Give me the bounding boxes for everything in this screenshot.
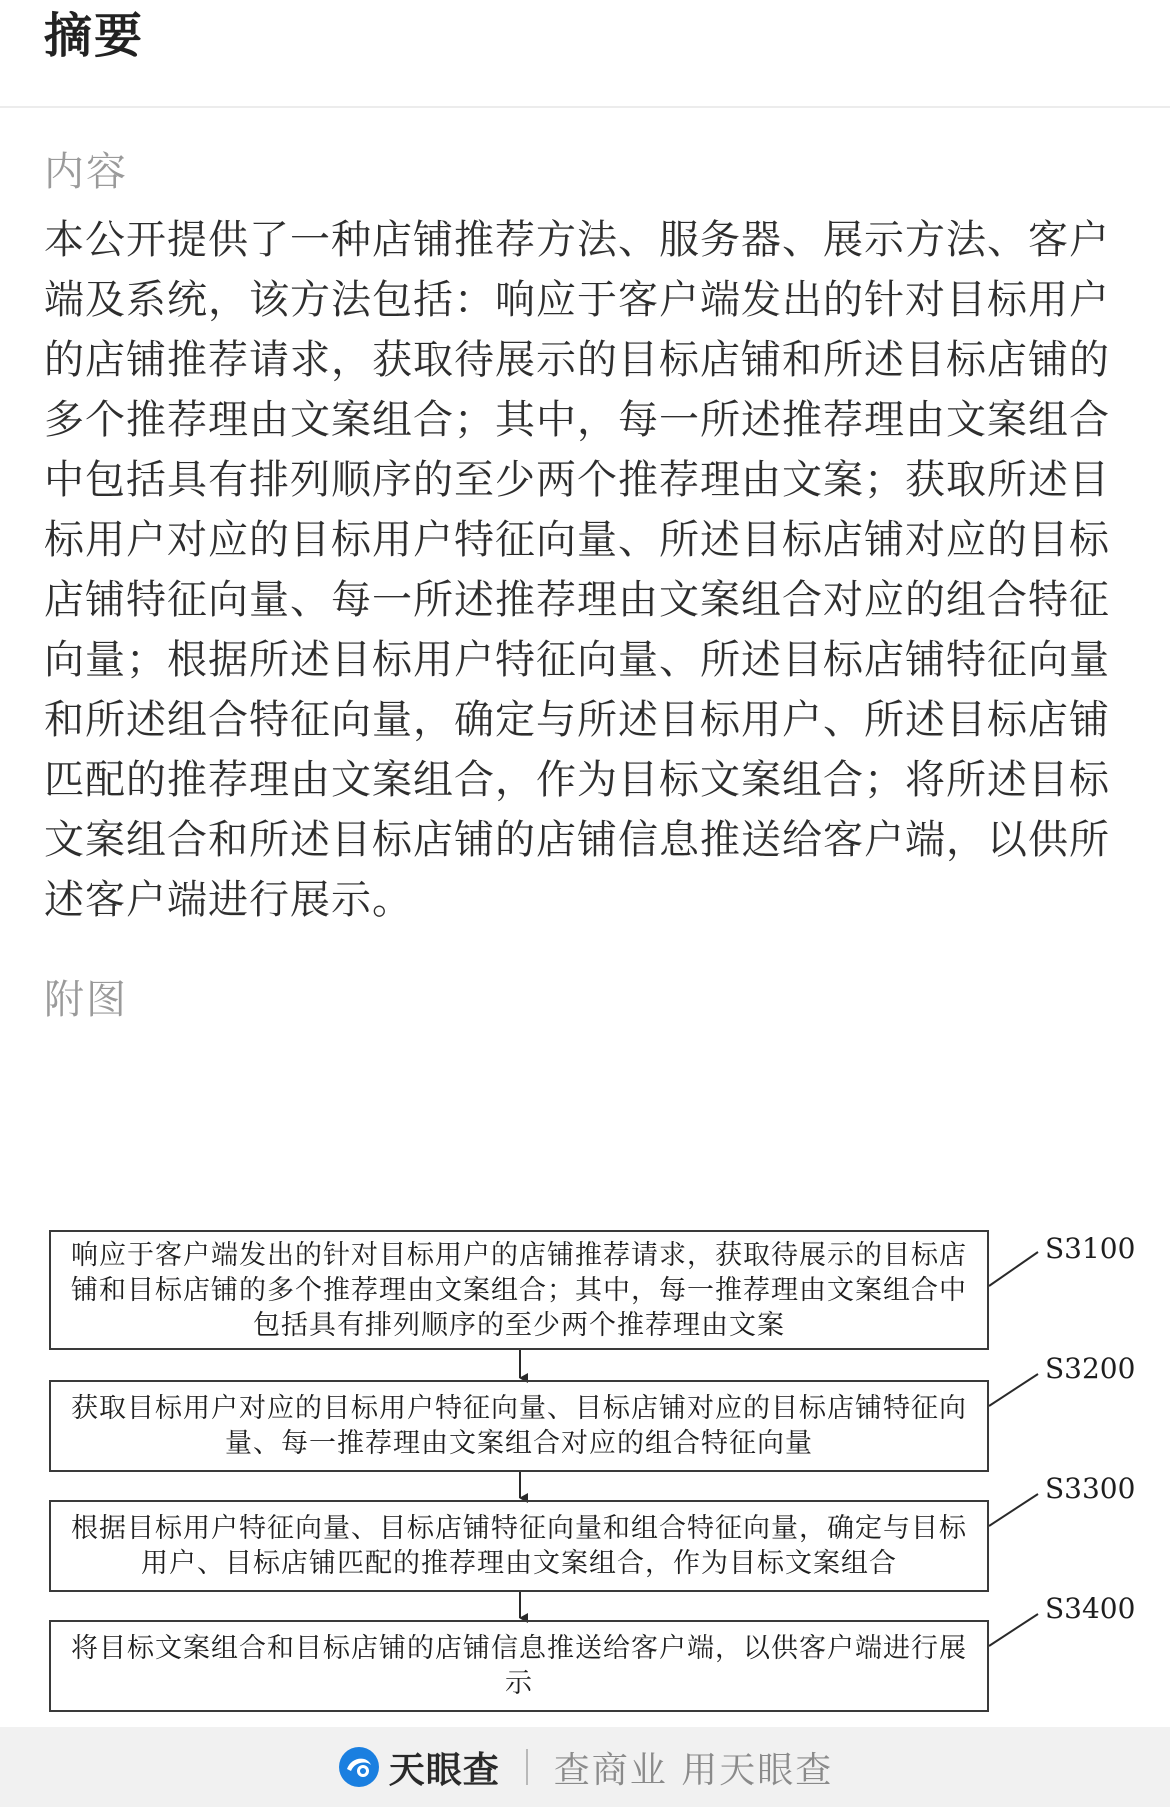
flowchart-figure [0,1210,1170,1730]
footer-divider [526,1749,528,1785]
leader-s3200 [989,1374,1038,1406]
tianyancha-logo-icon [337,1745,381,1789]
leader-s3300 [989,1494,1038,1526]
step-box-s3200 [49,1380,989,1472]
brand-logo [337,1742,500,1793]
step-id-s3200: S3200 [1045,1352,1136,1385]
abstract-text: 本公开提供了一种店铺推荐方法、服务器、展示方法、客户端及系统，该方法包括：响应于客户端发出的针对目标用户的店铺推荐请求，获取待展示的目标店铺和所述目标店铺的多个推荐理由文案组合；其中，每一所述推荐理由文案组合中包括具有排列顺序的至少两个推荐理由文案；获取所述目标用户对应的目标用户特征向量、所述目标店铺对应的目标店铺特征向量、每一所述推荐理由文案组合对应的组合特征向量；根据所述目标用户特征向量、所述目标店铺特征向量和所述组合特征向量，确定与所述目标用户、所述目标店铺匹配的推荐理由文案组合，作为目标文案组合；将所述目标文案组合和所述目标店铺的店铺信息推送给客户端，以供所述客户端进行展示。 [44,217,1110,923]
page-header [0,0,1170,108]
leader-s3400 [989,1614,1038,1646]
step-id-s3400: S3400 [1045,1592,1136,1625]
brand-name: 天眼查 [388,1749,500,1791]
step-id-s3300: S3300 [1045,1472,1136,1505]
step-text-s3100: 响应于客户端发出的针对目标用户的店铺推荐请求，获取待展示的目标店铺和目标店铺的多个推荐理由文案组合；其中，每一推荐理由文案组合中包括具有排列顺序的至少两个推荐理由文案 [71,1239,967,1341]
leader-s3100 [989,1252,1038,1286]
step-id-s3100: S3100 [1045,1232,1136,1265]
step-box-s3300 [49,1500,989,1592]
step-text-s3200: 获取目标用户对应的目标用户特征向量、目标店铺对应的目标店铺特征向量、每一推荐理由文案组合对应的组合特征向量 [71,1393,967,1459]
content-section-label: 内容 [44,149,128,195]
step-text-s3300: 根据目标用户特征向量、目标店铺特征向量和组合特征向量，确定与目标用户、目标店铺匹配的推荐理由文案组合，作为目标文案组合 [71,1513,967,1579]
brand-slogan: 查商业 用天眼查 [553,1749,834,1791]
footer-banner [0,1727,1170,1807]
step-box-s3400 [49,1620,989,1712]
figure-section-label: 附图 [44,977,128,1023]
page-title: 摘要 [44,8,145,64]
step-box-s3100 [49,1230,989,1350]
step-text-s3400: 将目标文案组合和目标店铺的店铺信息推送给客户端，以供客户端进行展示 [71,1633,967,1699]
